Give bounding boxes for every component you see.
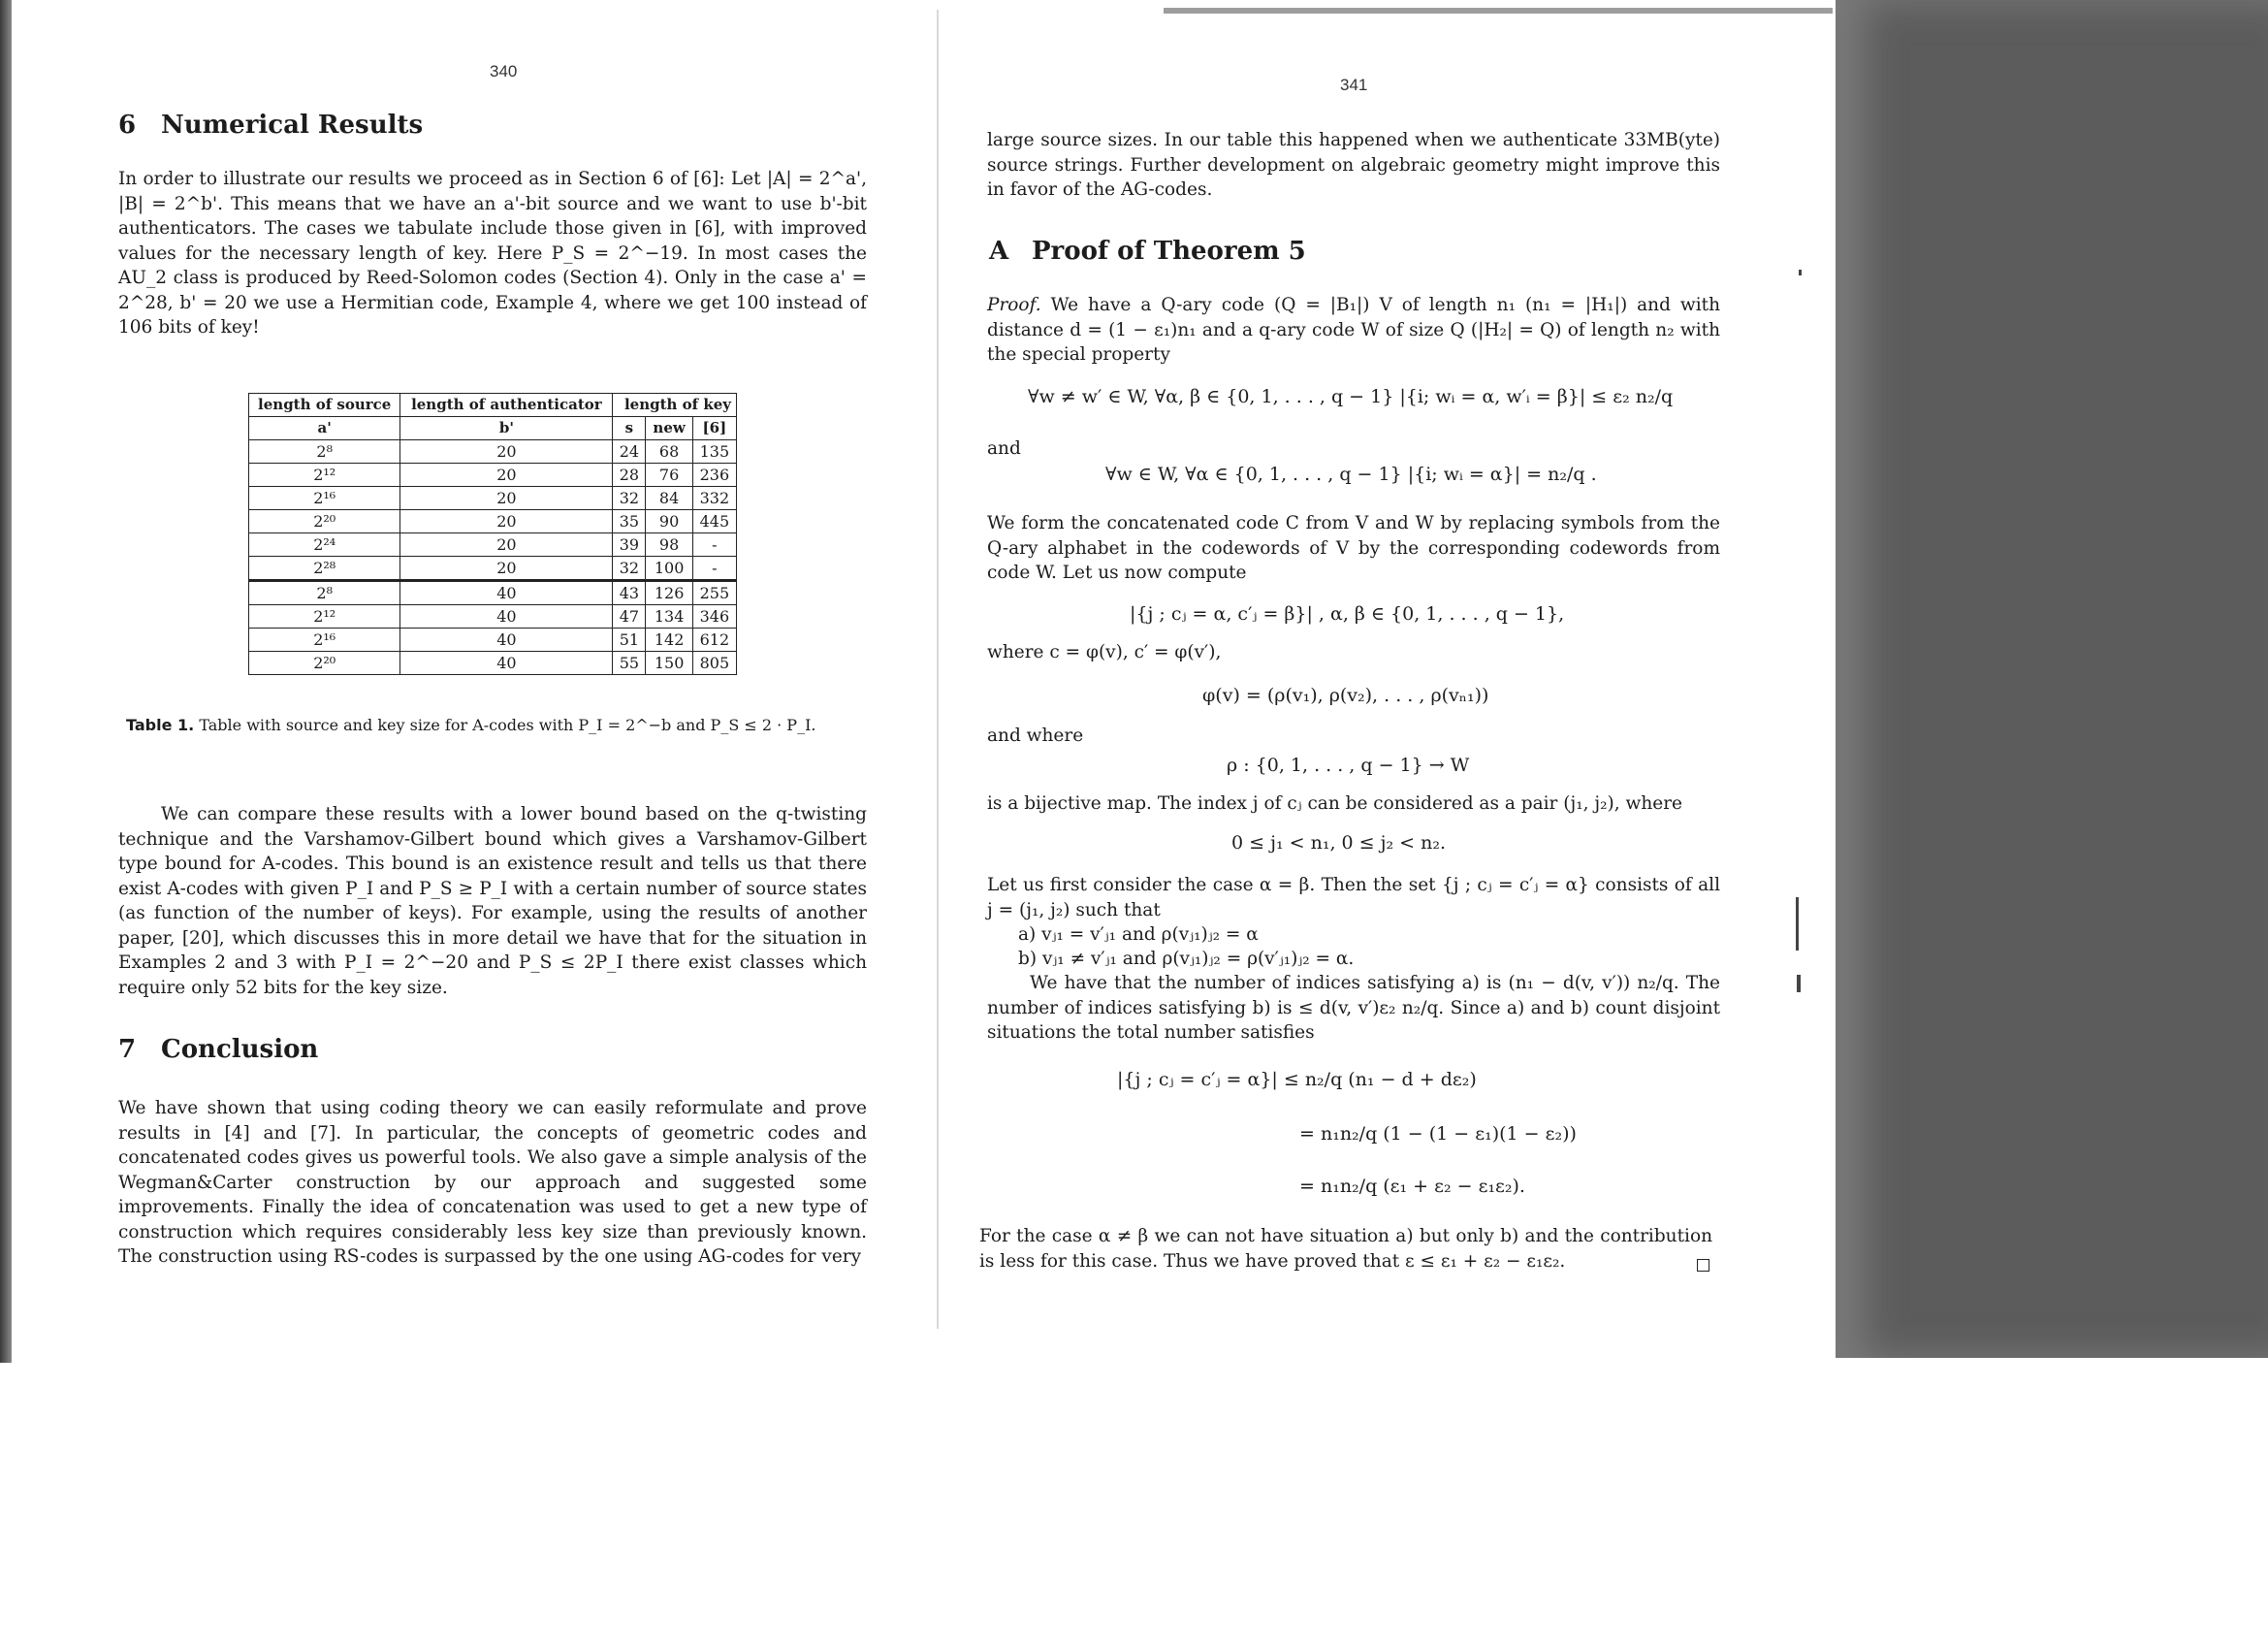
- equation-5: ρ : {0, 1, . . . , q − 1} → W: [1227, 755, 1470, 776]
- table-header-row: [249, 417, 737, 440]
- proof-intro: [987, 293, 1720, 368]
- table-header-cell: length of key: [613, 394, 737, 417]
- section-7-heading: [118, 1035, 318, 1064]
- page-number-left: 340: [490, 62, 518, 81]
- table-cell: 236: [692, 464, 736, 487]
- concatenation-paragraph: We form the concatenated code C from V and W by replacing symbols from the Q-ary alphabet in the codewords of V by the corresponding codewords from code W. Let us now compute: [987, 513, 1720, 583]
- section-title: Conclusion: [161, 1035, 319, 1064]
- table-cell: 100: [646, 557, 692, 581]
- table-cell: 20: [400, 464, 613, 487]
- section-title: Numerical Results: [161, 111, 424, 140]
- table-cell: 135: [692, 440, 736, 464]
- table-cell: 445: [692, 510, 736, 533]
- condition-b: b) vⱼ₁ ≠ v′ⱼ₁ and ρ(vⱼ₁)ⱼ₂ = ρ(v′ⱼ₁)ⱼ₂ = α.: [1018, 949, 1355, 969]
- table-cell: 68: [646, 440, 692, 464]
- table-cell: 255: [692, 581, 736, 605]
- table-cell: 39: [613, 533, 646, 557]
- qed-box-icon: [1697, 1259, 1709, 1272]
- table-cell: 2⁸: [249, 440, 400, 464]
- table-cell: -: [692, 557, 736, 581]
- table-cell: 32: [613, 557, 646, 581]
- scan-left-edge: [0, 0, 12, 1363]
- table-cell: 2¹²: [249, 605, 400, 629]
- equation-6: 0 ≤ j₁ < n₁, 0 ≤ j₂ < n₂.: [1231, 832, 1447, 854]
- section-6-paragraph: In order to illustrate our results we proceed as in Section 6 of [6]: Let |A| = 2^a', |B| = 2^b'. This means that we have an a'-bit source and we want to use b'-bit authenticators. The cases we tabulate include those given in [6], with improved values for the necessary length of key. Here P_S = 2^−19. In most cases the AU_2 class is produced by Reed-Solomon codes (Section 4). Only in the case a' = 2^28, b' = 20 we use a Hermitian code, Example 4, where we get 100 instead of 106 bits of key!: [118, 169, 867, 338]
- page-number-right: 341: [1340, 76, 1368, 94]
- table-cell: 24: [613, 440, 646, 464]
- table-header-cell: a': [249, 417, 400, 440]
- table-cell: 150: [646, 652, 692, 675]
- table-header-cell: new: [646, 417, 692, 440]
- conclusion-paragraph: We have shown that using coding theory we can easily reformulate and prove results in [4] and [7]. In particular, the concepts of geometric codes and concatenated codes gives us powerful tools. We also gave a simple analysis of the Wegman&Carter construction by our approach and suggested some improvements. Finally the idea of concatenation was used to get a new type of construction which requires considerably less key size than previously known. The construction using RS-codes is surpassed by the one using AG-codes for very: [118, 1098, 867, 1267]
- bijective-text: is a bijective map. The index j of cⱼ can be considered as a pair (j₁, j₂), where: [987, 793, 1683, 814]
- table-row: [249, 581, 737, 605]
- inequality-line-1: |{j ; cⱼ = c′ⱼ = α}| ≤ n₂/q (n₁ − d + dε₂): [1117, 1069, 1477, 1090]
- and-where-text: and where: [987, 726, 1084, 746]
- table-cell: 332: [692, 487, 736, 510]
- count-paragraph: We have that the number of indices satisfying a) is (n₁ − d(v, v′)) n₂/q. The number of indices satisfying b) is ≤ d(v, v′)ε₂ n₂/q. Since a) and b) count disjoint situations the total number satisfies: [987, 973, 1720, 1043]
- table-caption: [126, 716, 873, 734]
- table-cell: 32: [613, 487, 646, 510]
- table-cell: 2⁸: [249, 581, 400, 605]
- table-row: [249, 464, 737, 487]
- table-cell: 98: [646, 533, 692, 557]
- case-paragraph: Let us first consider the case α = β. Then the set {j ; cⱼ = c′ⱼ = α} consists of all j = (j₁, j₂) such that: [987, 875, 1720, 920]
- table-cell: 20: [400, 510, 613, 533]
- equation-2: ∀w ∈ W, ∀α ∈ {0, 1, . . . , q − 1} |{i; wᵢ = α}| = n₂/q .: [1105, 464, 1597, 485]
- table-cell: 35: [613, 510, 646, 533]
- continuation-paragraph: large source sizes. In our table this happened when we authenticate 33MB(yte) source strings. Further development on algebraic geometry might improve this in favor of the AG-codes.: [987, 130, 1720, 200]
- table-header-cell: length of authenticator: [400, 394, 613, 417]
- caption-label: Table 1.: [126, 716, 195, 734]
- table-cell: 134: [646, 605, 692, 629]
- table-cell: 55: [613, 652, 646, 675]
- table-header-cell: [6]: [692, 417, 736, 440]
- appendix-a-heading: [989, 237, 1306, 266]
- proof-label: Proof.: [987, 295, 1041, 315]
- table-cell: 40: [400, 605, 613, 629]
- table-cell: 84: [646, 487, 692, 510]
- section-number: 7: [118, 1035, 137, 1064]
- table-row: [249, 605, 737, 629]
- table-cell: 40: [400, 652, 613, 675]
- table-cell: 612: [692, 629, 736, 652]
- table-cell: 20: [400, 533, 613, 557]
- table-cell: 2²⁴: [249, 533, 400, 557]
- table-cell: 51: [613, 629, 646, 652]
- table-cell: 20: [400, 487, 613, 510]
- table-cell: 2¹⁶: [249, 487, 400, 510]
- equation-1: ∀w ≠ w′ ∈ W, ∀α, β ∈ {0, 1, . . . , q − 1} |{i; wᵢ = α, w′ᵢ = β}| ≤ ε₂ n₂/q: [1028, 386, 1674, 407]
- table-header-cell: length of source: [249, 394, 400, 417]
- book-spine: [937, 10, 939, 1329]
- proof-intro-text: We have a Q-ary code (Q = |B₁|) V of length n₁ (n₁ = |H₁|) and with distance d = (1 − ε₁)n₁ and a q-ary code W of size Q (|H₂| = Q) of length n₂ with the special property: [987, 295, 1720, 365]
- scan-speck: [1797, 975, 1801, 992]
- table-cell: 2²⁸: [249, 557, 400, 581]
- condition-a: a) vⱼ₁ = v′ⱼ₁ and ρ(vⱼ₁)ⱼ₂ = α: [1018, 924, 1259, 945]
- table-cell: 126: [646, 581, 692, 605]
- table-cell: -: [692, 533, 736, 557]
- table-cell: 805: [692, 652, 736, 675]
- table-cell: 43: [613, 581, 646, 605]
- equation-4: φ(v) = (ρ(v₁), ρ(v₂), . . . , ρ(vₙ₁)): [1202, 685, 1489, 706]
- table-cell: 76: [646, 464, 692, 487]
- table-cell: 20: [400, 440, 613, 464]
- table-cell: 40: [400, 629, 613, 652]
- table-cell: 40: [400, 581, 613, 605]
- table-cell: 2¹²: [249, 464, 400, 487]
- table-row: [249, 440, 737, 464]
- inequality-line-3: = n₁n₂/q (ε₁ + ε₂ − ε₁ε₂).: [1299, 1176, 1525, 1197]
- and-text: and: [987, 438, 1021, 459]
- table-cell: 346: [692, 605, 736, 629]
- table-header-cell: b': [400, 417, 613, 440]
- table-row: [249, 487, 737, 510]
- comparison-paragraph: We can compare these results with a lower bound based on the q-twisting technique and the Varshamov-Gilbert bound which gives a Varshamov-Gilbert type bound for A-codes. This bound is an existence result and tells us that there exist A-codes with given P_I and P_S ≥ P_I with a certain number of source states (as function of the number of keys). For example, using the results of another paper, [20], which discusses this in more detail we have that for the situation in Examples 2 and 3 with P_I = 2^−20 and P_S ≤ 2P_I there exist classes which require only 52 bits for the key size.: [118, 804, 867, 998]
- inequality-line-2: = n₁n₂/q (1 − (1 − ε₁)(1 − ε₂)): [1299, 1123, 1577, 1145]
- caption-text: Table with source and key size for A-codes with P_I = 2^−b and P_S ≤ 2 · P_I.: [199, 716, 816, 734]
- equation-3: |{j ; cⱼ = α, c′ⱼ = β}| , α, β ∈ {0, 1, . . . , q − 1},: [1130, 603, 1565, 625]
- table-header-row: [249, 394, 737, 417]
- table-cell: 2¹⁶: [249, 629, 400, 652]
- table-cell: 142: [646, 629, 692, 652]
- table-row: [249, 533, 737, 557]
- table-cell: 28: [613, 464, 646, 487]
- table-cell: 90: [646, 510, 692, 533]
- appendix-title: Proof of Theorem 5: [1032, 237, 1306, 266]
- results-table: [248, 393, 737, 675]
- table-cell: 47: [613, 605, 646, 629]
- scan-dark-margin: [1836, 0, 2268, 1358]
- table-row: [249, 557, 737, 581]
- table-header-cell: s: [613, 417, 646, 440]
- table-row: [249, 652, 737, 675]
- scan-speck: [1796, 897, 1799, 951]
- where-text: where c = φ(v), c′ = φ(v′),: [987, 642, 1222, 662]
- table-cell: 2²⁰: [249, 652, 400, 675]
- table-row: [249, 629, 737, 652]
- section-6-heading: [118, 111, 423, 140]
- table-row: [249, 510, 737, 533]
- scan-top-shadow: [1164, 8, 1833, 14]
- appendix-label: A: [989, 237, 1009, 266]
- table-cell: 2²⁰: [249, 510, 400, 533]
- table-cell: 20: [400, 557, 613, 581]
- scan-speck: [1799, 270, 1802, 275]
- section-number: 6: [118, 111, 137, 140]
- final-paragraph: For the case α ≠ β we can not have situation a) but only b) and the contribution is less for this case. Thus we have proved that ε ≤ ε₁ + ε₂ − ε₁ε₂.: [979, 1226, 1712, 1272]
